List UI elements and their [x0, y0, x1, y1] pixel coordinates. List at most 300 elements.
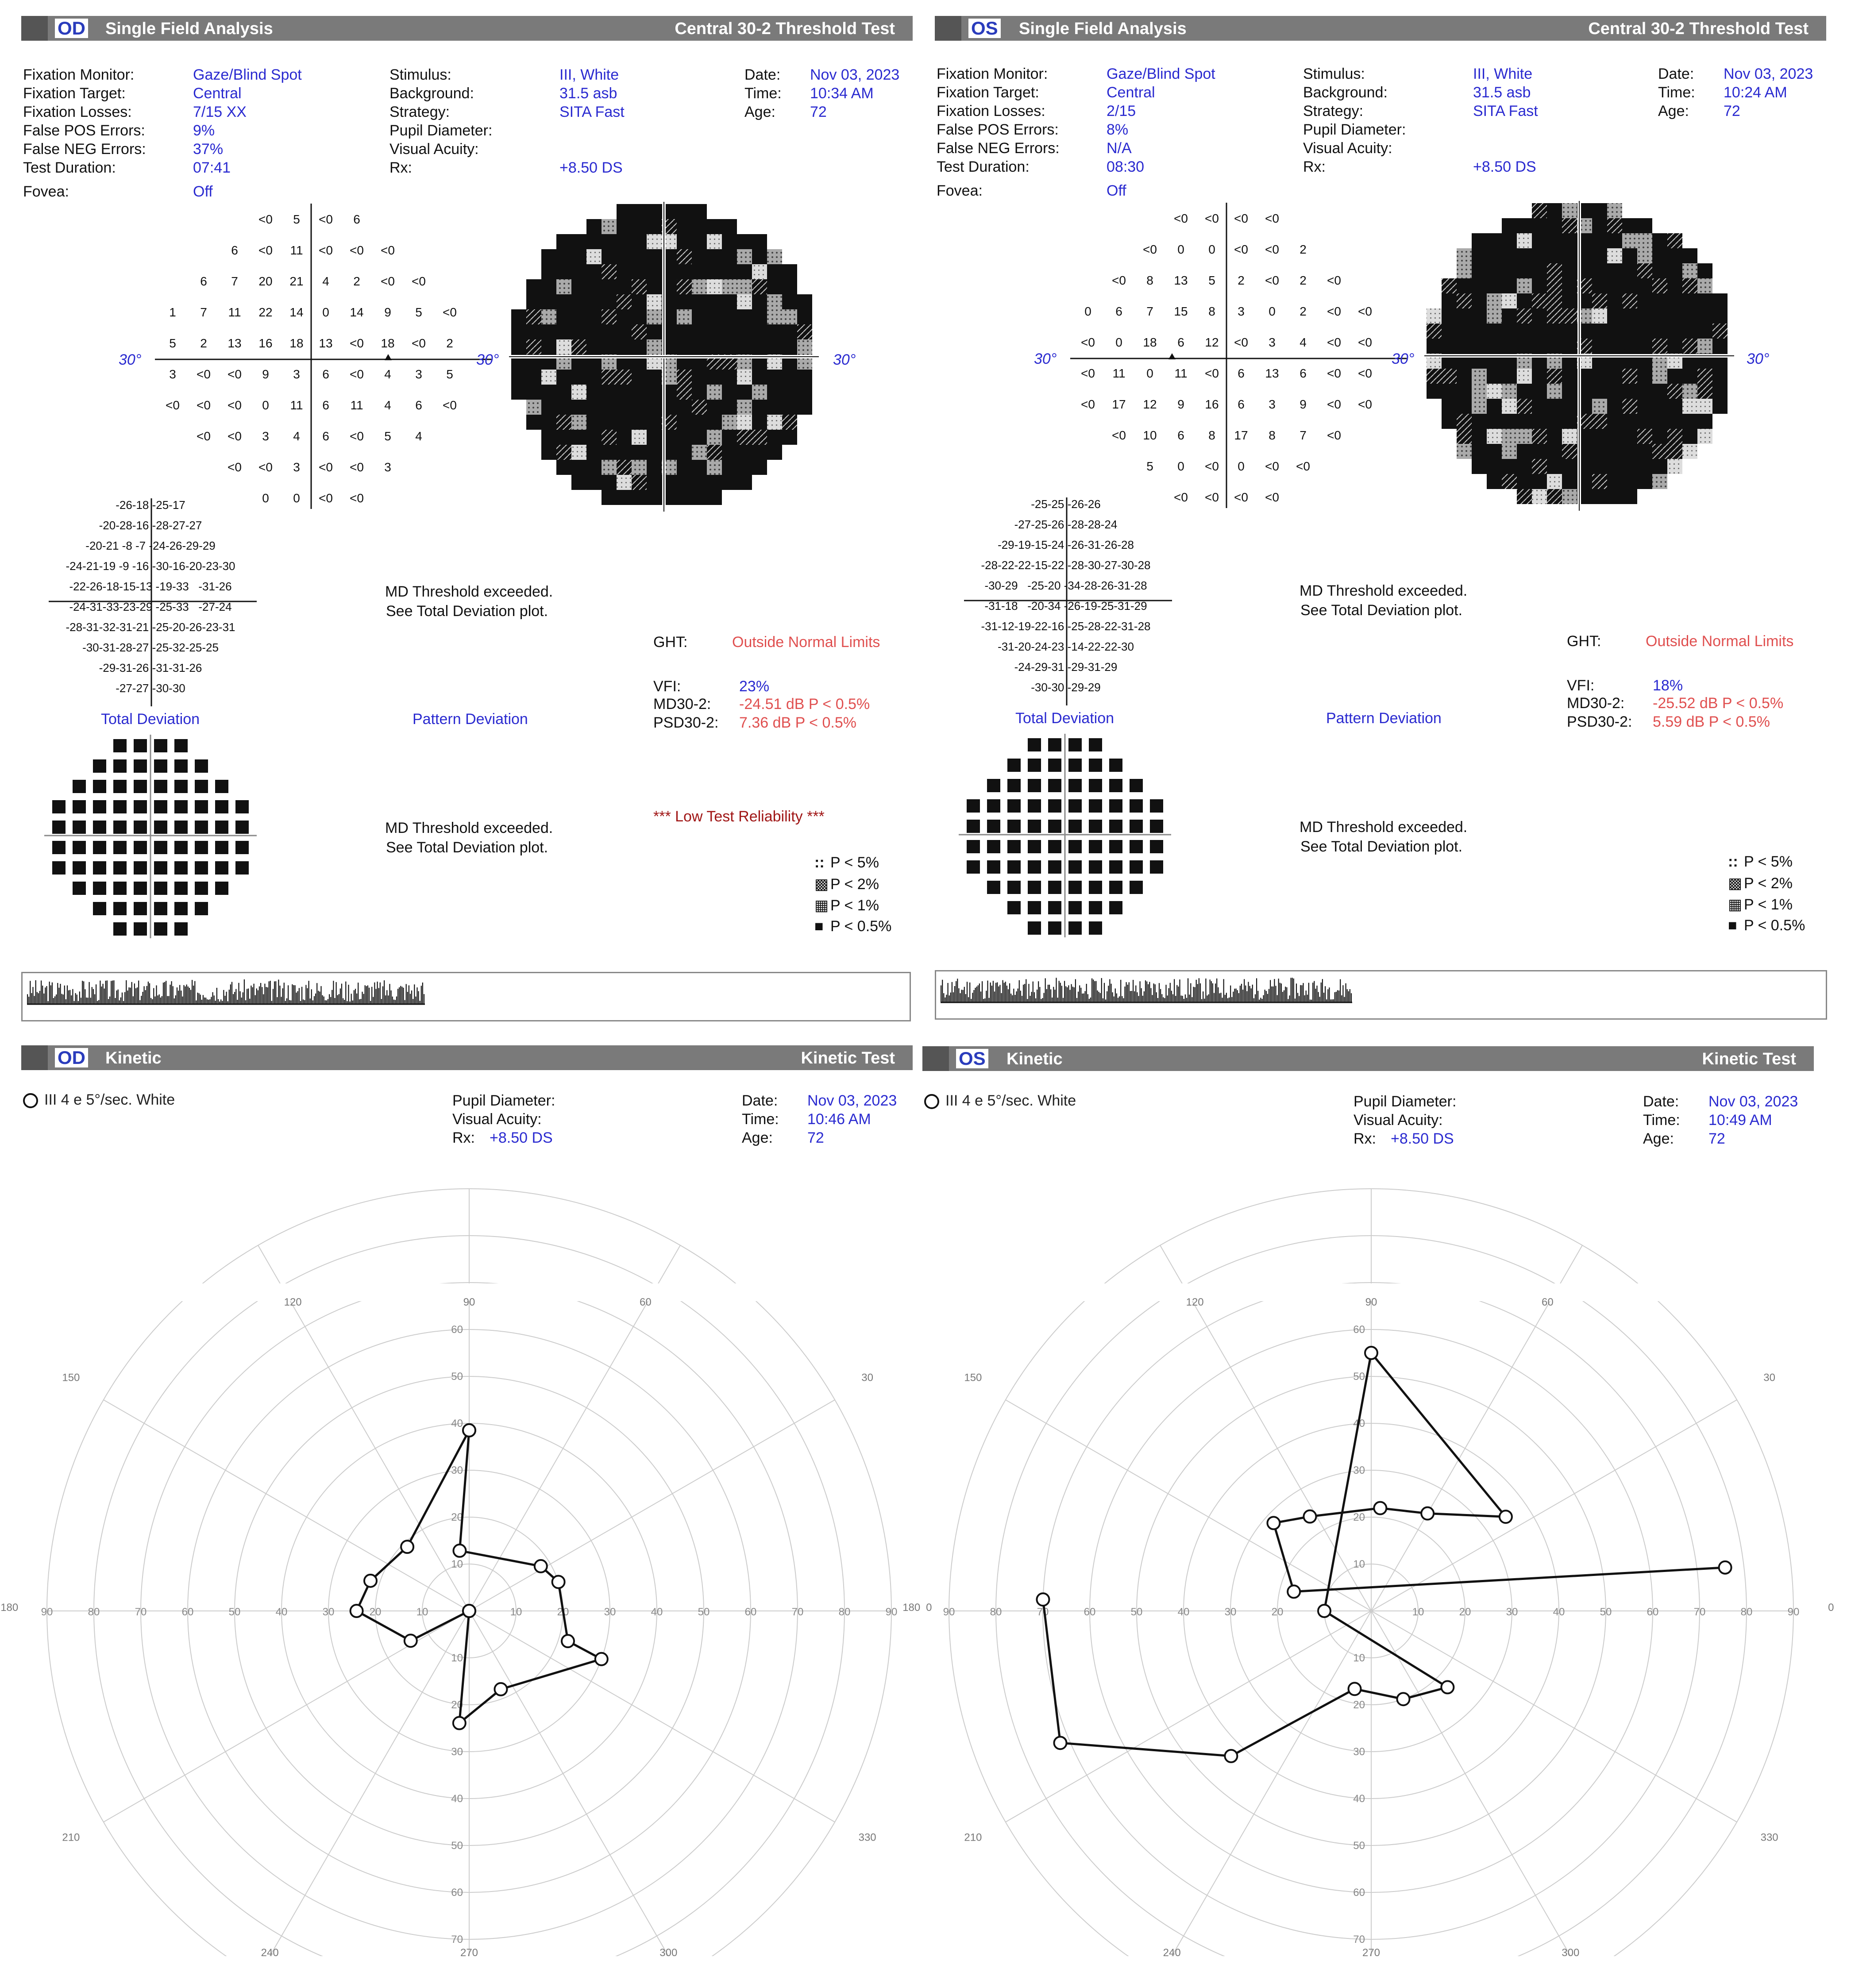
info-row	[1354, 1129, 1619, 1148]
polar-angle-label: 210	[964, 1831, 982, 1844]
info-row	[937, 181, 1291, 200]
isopter-point[interactable]	[1349, 1683, 1361, 1695]
threshold-value: 3	[169, 367, 176, 381]
os-grayscale-svg	[1424, 201, 1734, 511]
probability-symbol	[195, 821, 208, 834]
isopter-point[interactable]	[1054, 1737, 1066, 1749]
eye-label: OS	[956, 1049, 988, 1068]
isopter-line	[357, 1430, 602, 1723]
probability-symbol	[174, 841, 188, 854]
isopter-point[interactable]	[1397, 1693, 1410, 1705]
threshold-value: 9	[384, 305, 391, 319]
legend-p5-label: P < 5%	[830, 854, 879, 871]
polar-ring-label: 30	[322, 1606, 335, 1618]
polar-ring-label: 40	[451, 1793, 463, 1805]
probability-symbol	[154, 882, 167, 895]
threshold-value: <0	[228, 367, 242, 381]
threshold-value: <0	[166, 398, 180, 412]
od-grayscale-map	[509, 202, 819, 512]
probability-symbol	[1068, 840, 1082, 853]
polar-ring-label: 70	[1353, 1934, 1365, 1946]
info-row	[937, 102, 1291, 120]
threshold-value: 2	[1300, 304, 1307, 318]
polar-ring-label: 90	[41, 1606, 53, 1618]
probability-symbol	[1150, 840, 1163, 853]
isopter-point[interactable]	[1037, 1593, 1049, 1606]
threshold-value: <0	[1265, 274, 1279, 287]
od-total-deviation-probability-plot	[44, 735, 257, 938]
info-value: Off	[193, 183, 213, 200]
polar-angle-label: 90	[1365, 1296, 1377, 1308]
info-value: Nov 03, 2023	[810, 66, 900, 83]
os-md-message-4: See Total Deviation plot.	[1300, 838, 1463, 855]
threshold-value: 0	[1269, 304, 1276, 318]
info-value: 72	[810, 104, 827, 120]
threshold-value: <0	[1143, 243, 1157, 256]
info-row	[389, 65, 699, 84]
probability-symbol	[134, 780, 147, 793]
threshold-value: 20	[258, 274, 273, 288]
info-row	[23, 182, 377, 201]
isopter-point[interactable]	[1421, 1507, 1434, 1520]
probability-symbol	[215, 882, 228, 895]
header-title: Kinetic	[1006, 1050, 1063, 1068]
threshold-value: 4	[293, 429, 300, 443]
info-value: 37%	[193, 141, 224, 158]
probability-symbol	[1109, 860, 1122, 874]
info-row	[23, 121, 377, 140]
total-deviation-row: -26-18 -25-17	[116, 498, 185, 512]
info-label: Strategy:	[1303, 103, 1364, 119]
isopter-point[interactable]	[552, 1576, 565, 1588]
threshold-value: <0	[228, 429, 242, 443]
threshold-value: 16	[258, 336, 273, 350]
eye-label: OD	[55, 1048, 88, 1067]
info-label: Background:	[1303, 84, 1388, 101]
threshold-value: <0	[1327, 366, 1341, 380]
polar-ring-label: 60	[451, 1887, 463, 1899]
polar-angle-label: 0	[926, 1602, 932, 1614]
probability-symbol	[73, 861, 86, 875]
probability-symbol	[93, 841, 106, 854]
threshold-value: 4	[384, 398, 391, 412]
threshold-value: <0	[258, 212, 273, 226]
probability-symbol	[154, 922, 167, 936]
threshold-value: <0	[258, 460, 273, 474]
polar-ring-label: 30	[451, 1464, 463, 1476]
probability-symbol	[1028, 779, 1041, 792]
legend-p05-label: P < 0.5%	[830, 918, 892, 935]
info-row	[452, 1091, 718, 1110]
isopter-point[interactable]	[463, 1424, 475, 1437]
os-md-label: MD30-2:	[1567, 695, 1625, 712]
threshold-value: 6	[1238, 366, 1245, 380]
os-axis-label-left: 30°	[1034, 351, 1057, 367]
probability-symbol	[73, 821, 86, 834]
probability-symbol	[1068, 901, 1082, 914]
threshold-value: 2	[353, 274, 360, 288]
info-value: Central	[1107, 84, 1155, 101]
polar-angle-label: 150	[964, 1372, 982, 1384]
polar-ring-label: 20	[369, 1606, 382, 1618]
od-md-message-1: MD Threshold exceeded.	[385, 583, 553, 600]
info-label: Strategy:	[389, 104, 450, 120]
probability-symbol	[1089, 738, 1102, 751]
threshold-value: 7	[1146, 304, 1153, 318]
probability-symbol	[1130, 881, 1143, 894]
info-label: Pupil Diameter:	[1354, 1093, 1457, 1110]
total-deviation-row: -30-30 -29-29	[1031, 681, 1101, 694]
isopter-point[interactable]	[1365, 1347, 1377, 1359]
threshold-value: <0	[1205, 490, 1219, 504]
od-total-deviation-title: Total Deviation	[101, 711, 200, 728]
probability-symbol	[1109, 881, 1122, 894]
threshold-value: 6	[1115, 304, 1122, 318]
info-row	[389, 140, 699, 158]
probability-symbol	[1089, 820, 1102, 833]
info-label: Visual Acuity:	[1354, 1112, 1443, 1129]
polar-ring-label: 80	[990, 1606, 1002, 1618]
info-value: 10:46 AM	[807, 1111, 871, 1128]
probability-symbol	[154, 800, 167, 813]
isopter-point[interactable]	[494, 1683, 507, 1695]
od-axis-label-left: 30°	[119, 351, 142, 368]
os-kinetic-header	[922, 1046, 1814, 1071]
threshold-value: <0	[1234, 212, 1248, 225]
os-kinetic-info-mid	[1354, 1092, 1619, 1148]
stimulus-label: III 4 e 5°/sec. White	[44, 1091, 175, 1108]
isopter-point[interactable]	[351, 1605, 363, 1617]
threshold-value: <0	[1265, 490, 1279, 504]
isopter-point[interactable]	[1441, 1681, 1454, 1693]
od-psd-label: PSD30-2:	[653, 714, 719, 731]
od-legend	[814, 854, 921, 939]
isopter-point[interactable]	[595, 1653, 608, 1665]
probability-symbol	[235, 800, 249, 813]
threshold-value: <0	[1327, 397, 1341, 411]
threshold-value: 5	[1208, 274, 1215, 287]
polar-ring-label: 20	[1459, 1606, 1471, 1618]
legend-p5-symbol: ::	[814, 854, 825, 871]
info-row	[937, 139, 1291, 158]
polar-angle-label: 270	[460, 1947, 478, 1959]
polar-ring-label: 20	[451, 1699, 463, 1711]
threshold-value: <0	[350, 367, 364, 381]
probability-symbol	[113, 800, 127, 813]
info-value: 10:24 AM	[1724, 84, 1787, 101]
total-deviation-row: -31-12-19-22-16 -25-28-22-31-28	[981, 620, 1151, 633]
threshold-value: 21	[289, 274, 304, 288]
stimulus-label: III 4 e 5°/sec. White	[945, 1092, 1076, 1109]
polar-ring-label: 40	[1353, 1418, 1365, 1429]
polar-ring-label: 40	[451, 1418, 463, 1429]
probability-symbol	[73, 800, 86, 813]
info-label: Fovea:	[23, 183, 69, 200]
isopter-point[interactable]	[405, 1634, 417, 1647]
probability-symbol	[154, 861, 167, 875]
os-axis-label-far: 30°	[1747, 351, 1770, 367]
info-row	[23, 103, 377, 121]
isopter-point[interactable]	[562, 1635, 574, 1647]
info-row	[1303, 120, 1613, 139]
os-vfi-value: 18%	[1653, 677, 1683, 694]
polar-ring-label: 90	[885, 1606, 898, 1618]
total-deviation-row: -29-19-15-24 -26-31-26-28	[998, 538, 1134, 551]
isopter-point[interactable]	[1500, 1510, 1512, 1523]
isopter-point[interactable]	[1374, 1502, 1386, 1514]
info-value: 8%	[1107, 121, 1129, 138]
threshold-value: <0	[1205, 366, 1219, 380]
isopter-point[interactable]	[1288, 1585, 1300, 1598]
threshold-value: <0	[197, 367, 211, 381]
threshold-value: 0	[1208, 243, 1215, 256]
threshold-value: 6	[200, 274, 207, 288]
threshold-value: 22	[258, 305, 273, 319]
threshold-value: 11	[1174, 366, 1188, 380]
threshold-value: 6	[353, 212, 360, 226]
polar-ring-label: 60	[451, 1324, 463, 1336]
probability-symbol	[1048, 820, 1061, 833]
info-label: Date:	[1643, 1093, 1679, 1110]
od-kinetic-header	[21, 1045, 913, 1070]
info-value: +8.50 DS	[490, 1129, 553, 1146]
threshold-value: 15	[1174, 304, 1188, 318]
threshold-value: <0	[1265, 459, 1279, 473]
isopter-point[interactable]	[463, 1605, 475, 1617]
info-row	[1643, 1111, 1829, 1129]
info-label: Stimulus:	[389, 66, 451, 83]
legend-p05-symbol: ■	[814, 918, 824, 935]
probability-symbol	[235, 841, 249, 854]
info-value: 9%	[193, 122, 215, 139]
threshold-value: 2	[1238, 274, 1245, 287]
threshold-value: 3	[262, 429, 269, 443]
polar-ring-label: 60	[744, 1606, 757, 1618]
threshold-value: <0	[319, 243, 333, 257]
polar-angle-label: 240	[1163, 1947, 1181, 1959]
threshold-value: 7	[1300, 428, 1307, 442]
probability-symbol	[113, 882, 127, 895]
polar-angle-label: 240	[261, 1947, 279, 1959]
threshold-value: 8	[1208, 304, 1215, 318]
probability-symbol	[1048, 881, 1061, 894]
total-deviation-row: -20-28-16 -28-27-27	[99, 519, 202, 532]
probability-symbol	[1048, 921, 1061, 935]
threshold-value: 16	[1205, 397, 1219, 411]
isopter-point[interactable]	[453, 1545, 466, 1557]
probability-symbol	[1028, 840, 1041, 853]
info-label: Time:	[1643, 1112, 1680, 1129]
circle-icon	[23, 1093, 38, 1108]
threshold-value: 2	[446, 336, 453, 350]
info-value: Nov 03, 2023	[1724, 65, 1813, 82]
polar-ring-label: 40	[1553, 1606, 1565, 1618]
info-value: 10:34 AM	[810, 85, 874, 102]
probability-symbol	[215, 861, 228, 875]
info-row	[1303, 102, 1613, 120]
threshold-value: 18	[289, 336, 304, 350]
info-row	[1303, 158, 1613, 176]
total-deviation-row: -31-20-24-23 -14-22-22-30	[998, 640, 1134, 653]
threshold-value: <0	[443, 305, 457, 319]
probability-symbol	[113, 902, 127, 915]
threshold-value: 7	[231, 274, 238, 288]
threshold-value: 3	[293, 460, 300, 474]
polar-ring-label: 10	[1353, 1558, 1365, 1570]
threshold-value: 11	[228, 305, 241, 319]
threshold-value: <0	[381, 243, 395, 257]
info-label: Age:	[1643, 1130, 1674, 1147]
probability-symbol	[154, 739, 167, 752]
info-row	[1354, 1092, 1619, 1111]
threshold-value: <0	[1358, 335, 1372, 349]
polar-ring-label: 60	[1353, 1324, 1365, 1336]
threshold-value: 18	[1143, 335, 1157, 349]
os-info-right	[1658, 65, 1844, 120]
isopter-line	[1043, 1353, 1725, 1756]
isopter-point[interactable]	[364, 1575, 377, 1587]
info-label: Date:	[742, 1092, 778, 1109]
probability-symbol	[134, 739, 147, 752]
od-pattern-deviation-title: Pattern Deviation	[413, 711, 528, 728]
probability-symbol	[1130, 799, 1143, 813]
polar-ring-label: 10	[416, 1606, 428, 1618]
info-value: III, White	[559, 66, 619, 83]
threshold-value: <0	[1265, 212, 1279, 225]
info-value: Nov 03, 2023	[807, 1092, 897, 1109]
probability-symbol	[1028, 860, 1041, 874]
od-md-message-4: See Total Deviation plot.	[386, 839, 548, 856]
isopter-point[interactable]	[401, 1541, 413, 1553]
info-label: Fixation Target:	[23, 85, 126, 102]
info-row	[452, 1110, 718, 1129]
polar-ring-label: 90	[943, 1606, 955, 1618]
polar-ring-label: 50	[1130, 1606, 1143, 1618]
info-label: Pupil Diameter:	[1303, 121, 1406, 138]
header-tag	[21, 1045, 48, 1070]
od-info-right	[744, 65, 930, 121]
polar-ring-label: 10	[451, 1652, 463, 1664]
polar-ring-label: 60	[1647, 1606, 1659, 1618]
probability-symbol	[195, 841, 208, 854]
probability-symbol	[1089, 921, 1102, 935]
probability-symbol	[1109, 759, 1122, 772]
polar-ring-label: 60	[1084, 1606, 1096, 1618]
header-test-name: Kinetic Test	[801, 1049, 895, 1067]
probability-symbol	[174, 739, 188, 752]
os-gaze-svg	[941, 976, 1365, 1011]
threshold-value: 11	[290, 398, 303, 412]
isopter-point[interactable]	[535, 1560, 547, 1572]
info-value: 7/15 XX	[193, 104, 247, 120]
info-label: Fixation Target:	[937, 84, 1039, 101]
probability-symbol	[52, 841, 66, 854]
threshold-value: 6	[1300, 366, 1307, 380]
info-label: Test Duration:	[23, 159, 116, 176]
probability-symbol	[1068, 881, 1082, 894]
threshold-value: 13	[319, 336, 333, 350]
polar-angle-label: 300	[659, 1947, 678, 1959]
polar-angle-label: 30	[861, 1372, 873, 1384]
legend-p2-symbol: ▩	[1728, 875, 1743, 892]
probability-symbol	[1048, 738, 1061, 751]
probability-symbol	[1130, 840, 1143, 853]
os-gaze-tracking-box	[935, 970, 1827, 1020]
header-test-name: Kinetic Test	[1702, 1050, 1796, 1068]
threshold-value: 3	[293, 367, 300, 381]
isopter-point[interactable]	[453, 1717, 466, 1729]
probability-symbol	[52, 800, 66, 813]
header-tag	[922, 1046, 949, 1071]
polar-ring-label: 30	[451, 1746, 463, 1758]
probability-symbol	[1089, 901, 1102, 914]
isopter-point[interactable]	[1267, 1517, 1280, 1529]
info-row	[744, 84, 930, 103]
threshold-value: 5	[415, 305, 422, 319]
os-polar-svg	[902, 1283, 1834, 1983]
probability-symbol	[1068, 759, 1082, 772]
polar-ring-label: 70	[791, 1606, 804, 1618]
threshold-value: 2	[1300, 274, 1307, 287]
probability-symbol	[113, 739, 127, 752]
polar-angle-label: 60	[640, 1296, 652, 1308]
threshold-value: 8	[1269, 428, 1276, 442]
probability-symbol	[987, 860, 1000, 874]
threshold-value: 6	[322, 367, 329, 381]
probability-symbol	[1109, 820, 1122, 833]
os-grayscale-map	[1424, 201, 1734, 511]
legend-p2-label: P < 2%	[830, 876, 879, 893]
probability-symbol	[73, 780, 86, 793]
isopter-point[interactable]	[1303, 1510, 1316, 1523]
threshold-value: <0	[258, 243, 273, 257]
threshold-value: <0	[1112, 274, 1126, 287]
total-deviation-row: -27-27 -30-30	[116, 682, 185, 695]
polar-ring-label: 30	[1224, 1606, 1237, 1618]
probability-symbol	[134, 922, 147, 936]
info-label: Visual Acuity:	[1303, 140, 1392, 157]
info-value: SITA Fast	[1473, 103, 1538, 119]
od-psd-value: 7.36 dB P < 0.5%	[739, 714, 856, 731]
legend-p05-symbol: ■	[1728, 917, 1737, 934]
probability-symbol	[174, 882, 188, 895]
od-polar-svg	[0, 1283, 932, 1983]
isopter-point[interactable]	[1225, 1750, 1237, 1762]
os-axis-label-right: 30°	[1392, 351, 1415, 367]
threshold-value: 0	[1177, 243, 1184, 256]
threshold-value: 0	[1084, 304, 1091, 318]
threshold-value: 17	[1112, 397, 1126, 411]
isopter-point[interactable]	[1719, 1561, 1731, 1574]
threshold-value: 3	[1238, 304, 1245, 318]
threshold-value: 9	[262, 367, 269, 381]
polar-angle-label: 0	[1828, 1602, 1834, 1614]
info-label: Fixation Losses:	[23, 104, 132, 120]
threshold-value: <0	[1327, 274, 1341, 287]
os-kinetic-polar-chart	[902, 1283, 1834, 1983]
probability-symbol	[1068, 820, 1082, 833]
isopter-point[interactable]	[1318, 1605, 1330, 1617]
probability-symbol	[235, 821, 249, 834]
polar-angle-label: 120	[1186, 1296, 1204, 1308]
probability-symbol	[1150, 860, 1163, 874]
probability-symbol	[154, 821, 167, 834]
probability-symbol	[1007, 901, 1021, 914]
threshold-value: 0	[293, 491, 300, 505]
legend-p5-symbol: ::	[1728, 853, 1738, 870]
legend-p1-symbol: ▦	[1728, 896, 1743, 913]
polar-ring-label: 60	[1353, 1887, 1365, 1899]
